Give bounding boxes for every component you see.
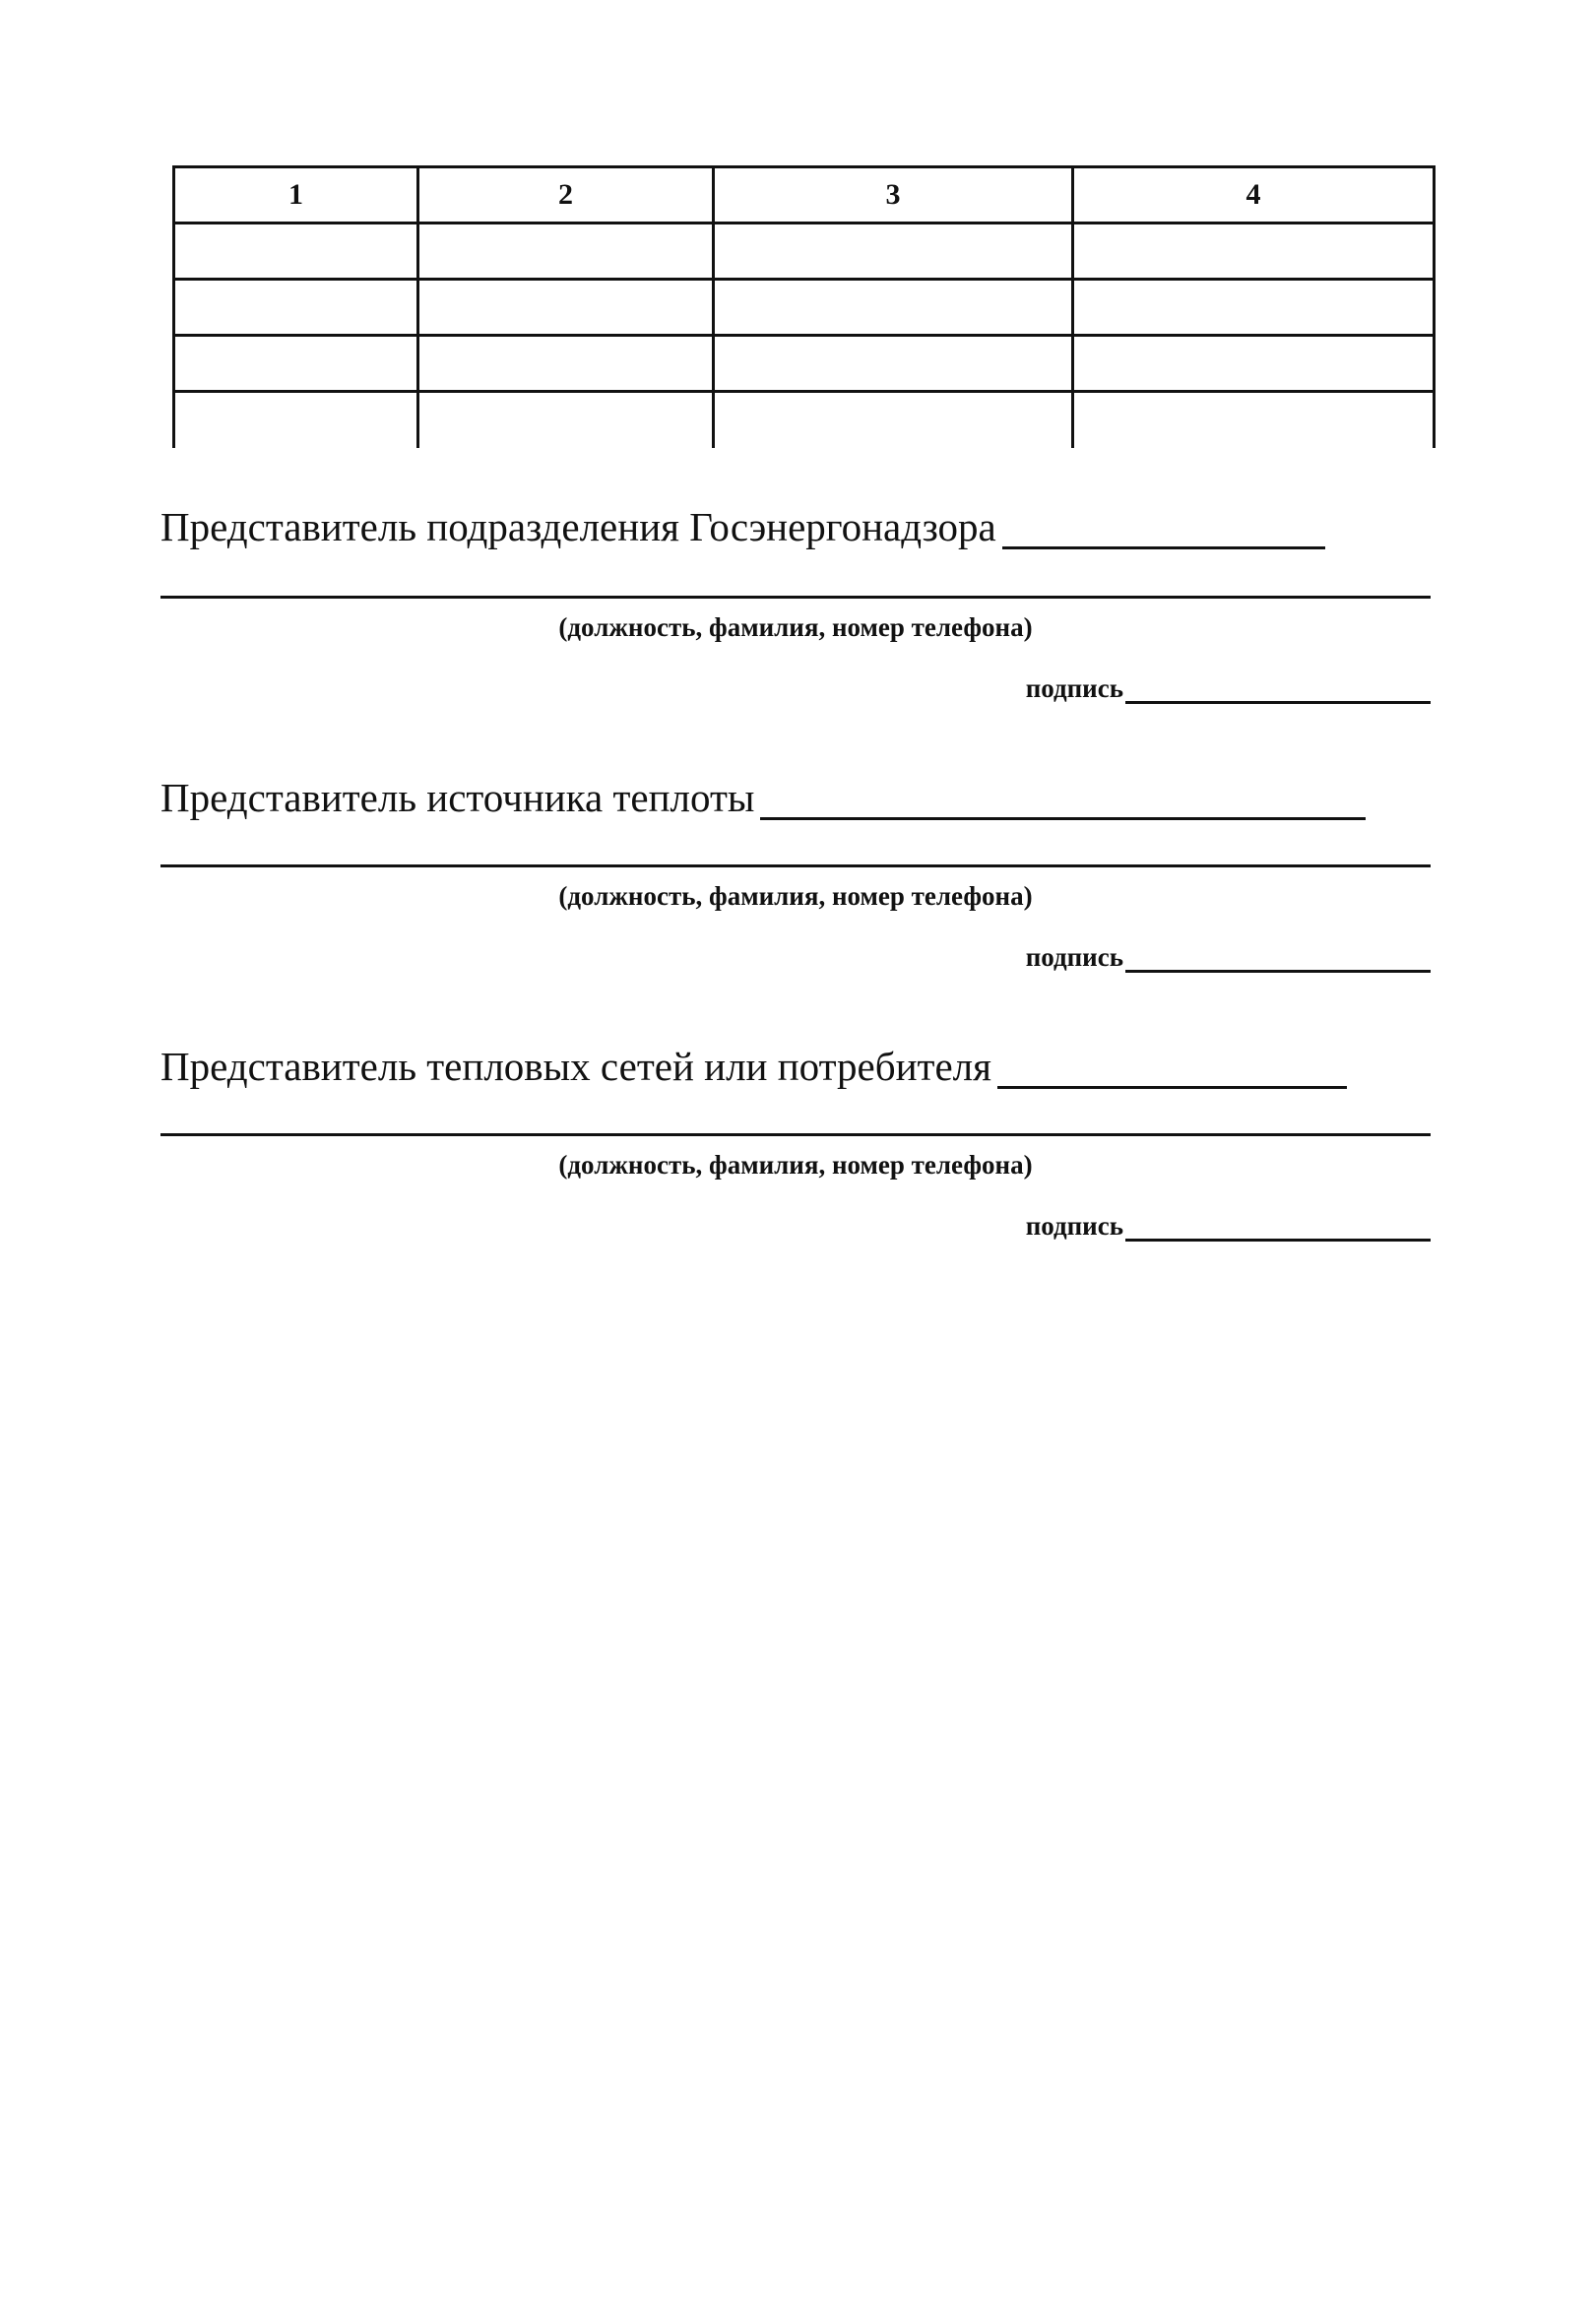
details-caption: (должность, фамилия, номер телефона) [558, 881, 1033, 911]
signature-label: подпись [1025, 942, 1123, 972]
signature-field [1026, 1211, 1431, 1242]
representative-title-text: Представитель подразделения Госэнергонадзора [160, 504, 996, 549]
title-blank-line[interactable] [760, 782, 1366, 820]
table-header-row [174, 167, 1435, 223]
column-header-2: 2 [418, 167, 714, 223]
details-caption: (должность, фамилия, номер телефона) [558, 1150, 1033, 1180]
details-blank-line[interactable] [160, 864, 1431, 867]
column-header-1: 1 [174, 167, 418, 223]
table-row [174, 223, 1435, 280]
table-cell[interactable] [1073, 223, 1435, 280]
signature-line[interactable] [1125, 946, 1431, 973]
details-blank-line[interactable] [160, 1133, 1431, 1136]
table-cell[interactable] [1073, 336, 1435, 392]
column-header-3: 3 [714, 167, 1073, 223]
table-row [174, 392, 1435, 449]
table-cell[interactable] [418, 223, 714, 280]
title-blank-line[interactable] [1002, 511, 1325, 549]
signature-line[interactable] [1125, 1215, 1431, 1242]
details-caption: (должность, фамилия, номер телефона) [558, 612, 1033, 642]
details-blank-line[interactable] [160, 596, 1431, 599]
table-row [174, 336, 1435, 392]
table-cell[interactable] [1073, 280, 1435, 336]
table-cell[interactable] [174, 336, 418, 392]
representative-title [160, 1044, 1347, 1089]
title-blank-line[interactable] [997, 1051, 1347, 1089]
signature-label: подпись [1025, 673, 1123, 703]
signature-field [1026, 673, 1431, 704]
table-cell[interactable] [714, 223, 1073, 280]
representative-title-text: Представитель тепловых сетей или потребителя [160, 1044, 991, 1089]
table-cell[interactable] [714, 336, 1073, 392]
form-table [172, 165, 1436, 448]
table-row [174, 280, 1435, 336]
column-header-4: 4 [1073, 167, 1435, 223]
table-cell[interactable] [418, 280, 714, 336]
representative-title-text: Представитель источника теплоты [160, 775, 755, 820]
table-cell[interactable] [418, 336, 714, 392]
table-cell[interactable] [714, 392, 1073, 449]
signature-line[interactable] [1125, 677, 1431, 704]
table-cell[interactable] [174, 392, 418, 449]
table-cell[interactable] [714, 280, 1073, 336]
representative-title [160, 775, 1366, 820]
table-cell[interactable] [174, 223, 418, 280]
table-cell[interactable] [1073, 392, 1435, 449]
signature-field [1026, 942, 1431, 973]
table-cell[interactable] [418, 392, 714, 449]
representative-title [160, 504, 1325, 549]
table-cell[interactable] [174, 280, 418, 336]
signature-label: подпись [1025, 1211, 1123, 1241]
